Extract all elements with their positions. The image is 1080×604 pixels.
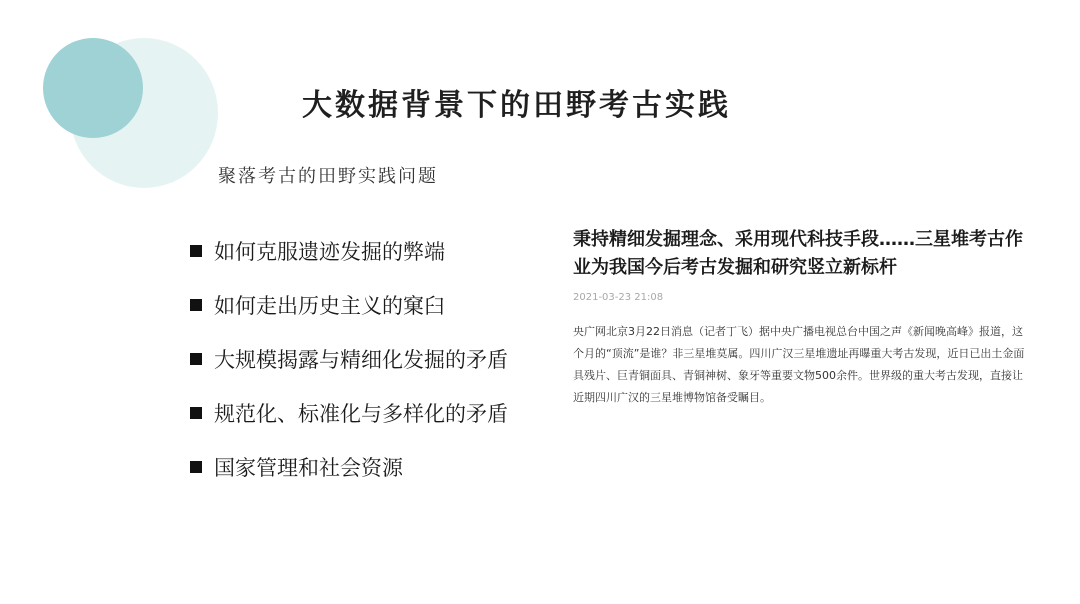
square-bullet-icon — [190, 461, 202, 473]
bullet-item — [190, 278, 508, 332]
decorative-circle-accent — [43, 38, 143, 138]
bullet-item — [190, 440, 508, 494]
slide-subtitle: 聚落考古的田野实践问题 — [218, 166, 438, 187]
slide-title: 大数据背景下的田野考古实践 — [302, 88, 731, 123]
news-date: 2021-03-23 21:08 — [573, 292, 664, 303]
bullet-text: 国家管理和社会资源 — [214, 456, 403, 480]
bullet-item — [190, 332, 508, 386]
bullet-text: 如何克服遗迹发掘的弊端 — [214, 240, 445, 264]
square-bullet-icon — [190, 407, 202, 419]
square-bullet-icon — [190, 353, 202, 365]
bullet-text: 如何走出历史主义的窠臼 — [214, 294, 445, 318]
bullet-list — [190, 224, 508, 494]
news-body: 央广网北京3月22日消息（记者丁飞）据中央广播电视总台中国之声《新闻晚高峰》报道，这个月的“顶流”是谁？非三星堆莫属。四川广汉三星堆遗址再曝重大考古发现，近日已出土金面具残片、巨青铜面具、青铜神树、象牙等重要文物500余件。世界级的重大考古发现，直接让近期四川广汉的三星堆博物馆备受瞩目。 — [573, 325, 1025, 404]
bullet-item — [190, 386, 508, 440]
bullet-item — [190, 224, 508, 278]
bullet-text: 大规模揭露与精细化发掘的矛盾 — [214, 348, 508, 372]
square-bullet-icon — [190, 245, 202, 257]
news-excerpt — [573, 226, 1033, 409]
square-bullet-icon — [190, 299, 202, 311]
news-headline: 秉持精细发掘理念、采用现代科技手段……三星堆考古作业为我国今后考古发掘和研究竖立新标杆 — [573, 229, 1023, 278]
bullet-text: 规范化、标准化与多样化的矛盾 — [214, 402, 508, 426]
